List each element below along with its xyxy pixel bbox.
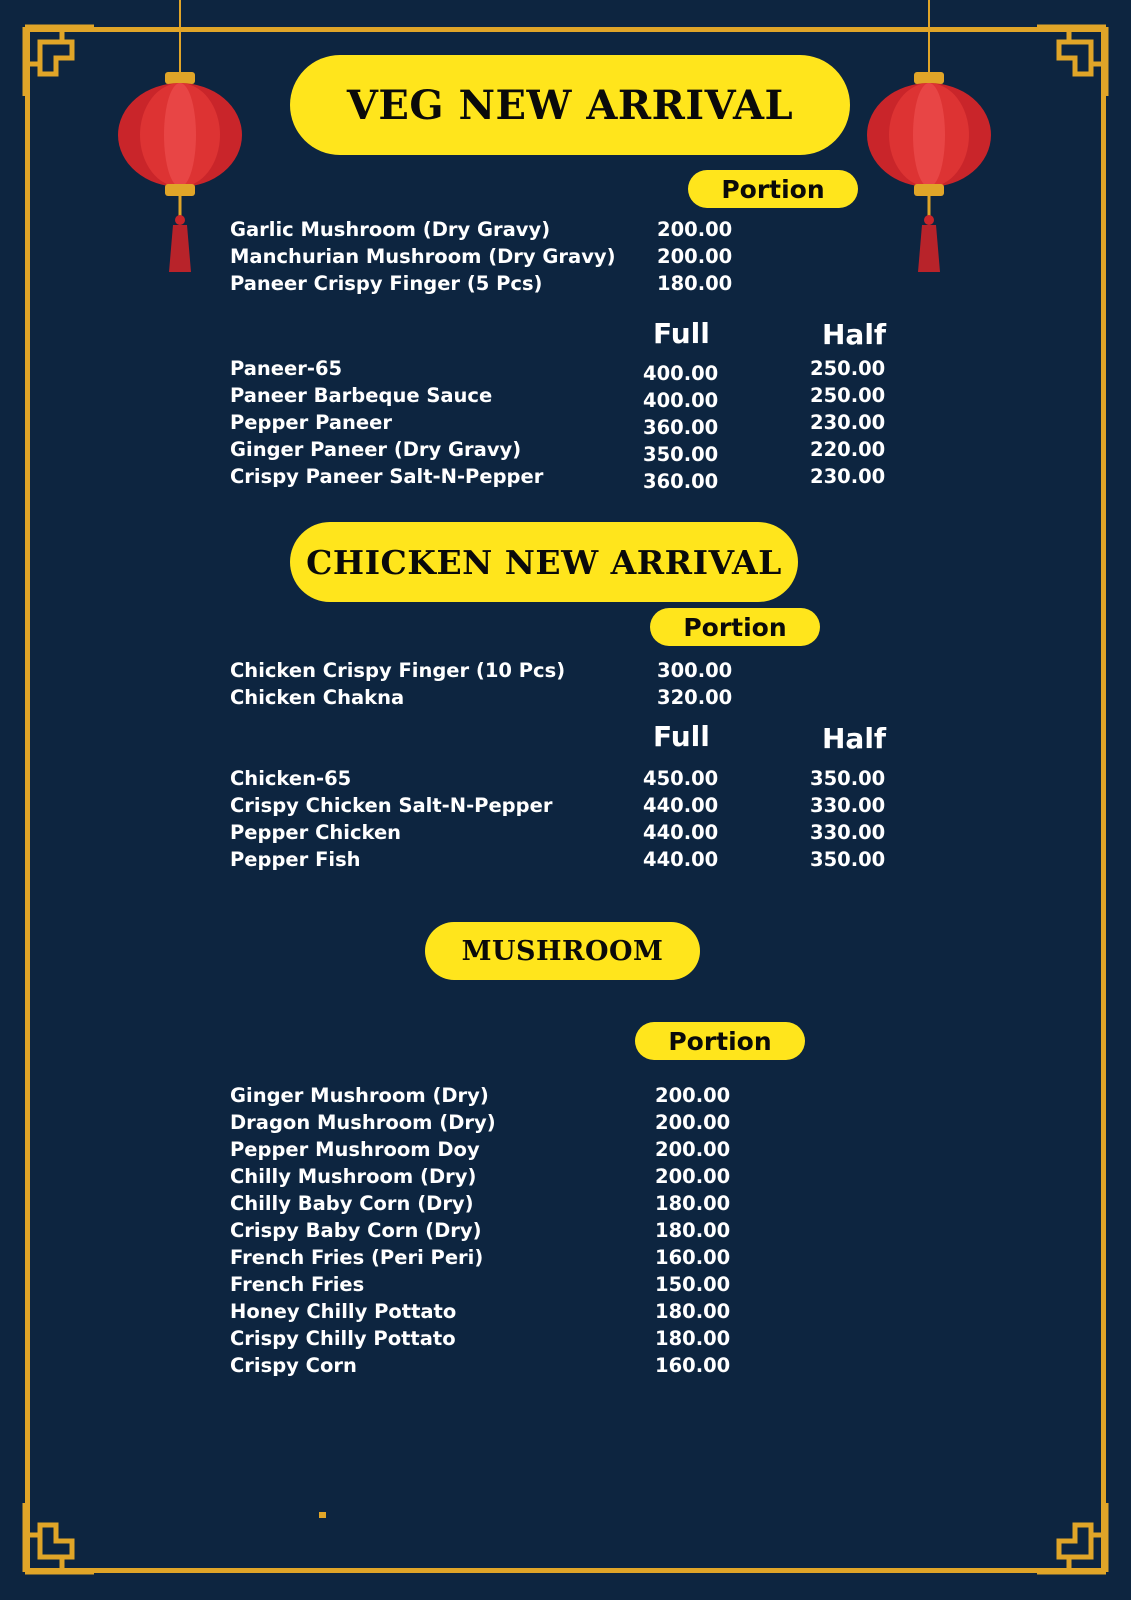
corner-ornament-icon <box>1034 1500 1109 1575</box>
item-price-full: 440.00 <box>643 794 719 817</box>
item-name: Crispy Corn <box>230 1354 357 1377</box>
item-price-half: 230.00 <box>810 465 886 488</box>
item-name: Garlic Mushroom (Dry Gravy) <box>230 218 551 241</box>
item-name: Dragon Mushroom (Dry) <box>230 1111 496 1134</box>
portion-label: Portion <box>635 1022 805 1060</box>
item-price-full: 450.00 <box>643 767 719 790</box>
item-name: Manchurian Mushroom (Dry Gravy) <box>230 245 616 268</box>
item-price-full: 440.00 <box>643 821 719 844</box>
item-price-full: 360.00 <box>643 470 719 493</box>
item-name: Chicken Chakna <box>230 686 405 709</box>
corner-ornament-icon <box>22 1500 97 1575</box>
item-price: 160.00 <box>655 1354 731 1377</box>
item-price-full: 400.00 <box>643 389 719 412</box>
item-name: Pepper Mushroom Doy <box>230 1138 480 1161</box>
item-price-half: 230.00 <box>810 411 886 434</box>
item-name: French Fries <box>230 1273 365 1296</box>
half-column-header: Half <box>822 722 887 755</box>
item-price-half: 330.00 <box>810 794 886 817</box>
item-price: 300.00 <box>657 659 733 682</box>
item-price: 160.00 <box>655 1246 731 1269</box>
item-price: 180.00 <box>657 272 733 295</box>
item-price: 200.00 <box>655 1138 731 1161</box>
decorative-dot <box>319 1512 326 1518</box>
lantern-icon <box>115 0 245 280</box>
item-price: 320.00 <box>657 686 733 709</box>
item-price-full: 350.00 <box>643 443 719 466</box>
full-column-header: Full <box>653 720 710 753</box>
section-title-chicken-new-arrival: CHICKEN NEW ARRIVAL <box>290 522 798 602</box>
section-title-mushroom: MUSHROOM <box>425 922 700 980</box>
item-price: 180.00 <box>655 1219 731 1242</box>
item-name: Crispy Paneer Salt-N-Pepper <box>230 465 544 488</box>
item-name: Crispy Chicken Salt-N-Pepper <box>230 794 553 817</box>
item-price: 200.00 <box>655 1111 731 1134</box>
item-price-half: 250.00 <box>810 357 886 380</box>
item-name: Crispy Chilly Pottato <box>230 1327 456 1350</box>
corner-ornament-icon <box>22 24 97 99</box>
item-name: Crispy Baby Corn (Dry) <box>230 1219 482 1242</box>
item-name: Chilly Baby Corn (Dry) <box>230 1192 474 1215</box>
item-price-full: 360.00 <box>643 416 719 439</box>
item-price-half: 350.00 <box>810 767 886 790</box>
item-name: Ginger Mushroom (Dry) <box>230 1084 489 1107</box>
lantern-icon <box>864 0 994 280</box>
item-price: 180.00 <box>655 1300 731 1323</box>
item-price-half: 250.00 <box>810 384 886 407</box>
half-column-header: Half <box>822 318 887 351</box>
item-name: Ginger Paneer (Dry Gravy) <box>230 438 522 461</box>
corner-ornament-icon <box>1034 24 1109 99</box>
item-price: 200.00 <box>657 245 733 268</box>
item-price-full: 400.00 <box>643 362 719 385</box>
item-name: Pepper Chicken <box>230 821 402 844</box>
item-price-half: 220.00 <box>810 438 886 461</box>
portion-label: Portion <box>688 170 858 208</box>
item-price: 180.00 <box>655 1327 731 1350</box>
item-price: 200.00 <box>655 1084 731 1107</box>
item-price: 200.00 <box>655 1165 731 1188</box>
item-name: Paneer Barbeque Sauce <box>230 384 493 407</box>
item-price: 150.00 <box>655 1273 731 1296</box>
item-price: 200.00 <box>657 218 733 241</box>
item-name: Pepper Paneer <box>230 411 392 434</box>
item-name: Chilly Mushroom (Dry) <box>230 1165 477 1188</box>
item-name: Chicken-65 <box>230 767 352 790</box>
item-name: Paneer-65 <box>230 357 343 380</box>
item-name: Chicken Crispy Finger (10 Pcs) <box>230 659 566 682</box>
item-name: Honey Chilly Pottato <box>230 1300 457 1323</box>
section-title-veg-new-arrival: VEG NEW ARRIVAL <box>290 55 850 155</box>
item-price-half: 350.00 <box>810 848 886 871</box>
item-price: 180.00 <box>655 1192 731 1215</box>
item-name: Paneer Crispy Finger (5 Pcs) <box>230 272 543 295</box>
item-price-full: 440.00 <box>643 848 719 871</box>
portion-label: Portion <box>650 608 820 646</box>
item-name: French Fries (Peri Peri) <box>230 1246 484 1269</box>
item-name: Pepper Fish <box>230 848 361 871</box>
full-column-header: Full <box>653 317 710 350</box>
item-price-half: 330.00 <box>810 821 886 844</box>
